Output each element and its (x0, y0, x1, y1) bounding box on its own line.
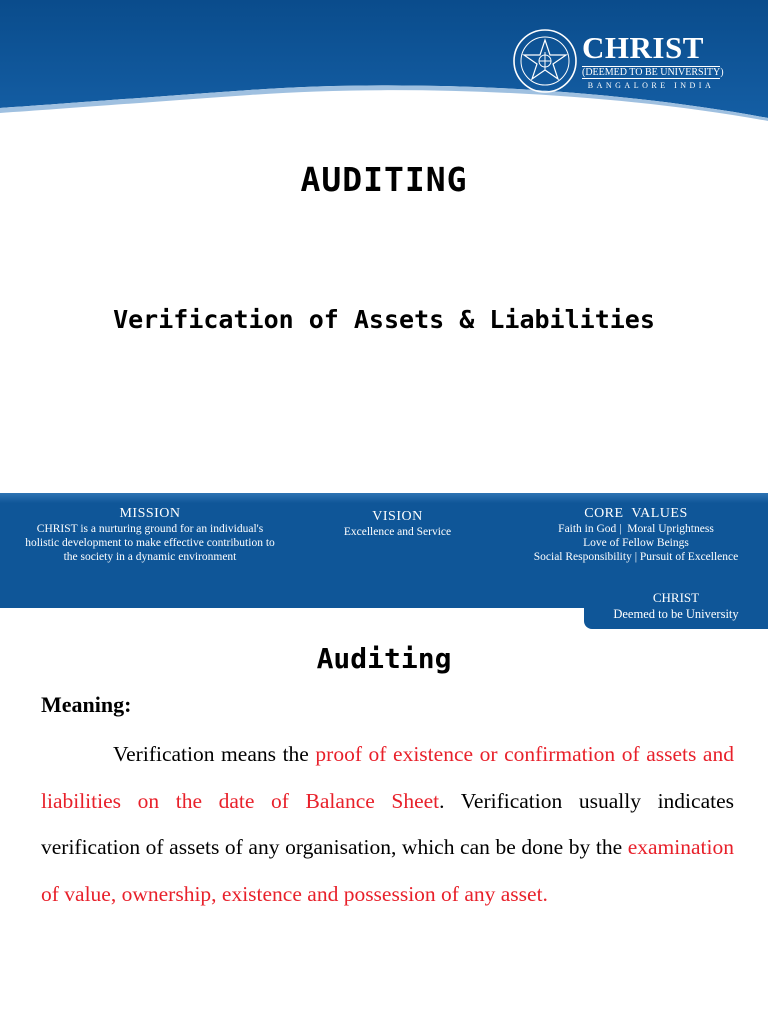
core-values-heading: CORE VALUES (584, 506, 688, 521)
vision-block (320, 508, 475, 539)
university-tag (584, 586, 768, 629)
para-highlight: proof of existence or confirmation of assets and liabilities on the date of Balance Sheet (41, 742, 734, 813)
tag-name: CHRIST (652, 590, 700, 605)
brand-name: CHRIST (582, 30, 704, 65)
university-seal-icon (512, 28, 578, 94)
meaning-label: Meaning: (41, 692, 132, 717)
core-values-line: Love of Fellow Beings (583, 537, 689, 549)
para-highlight: examination of value, ownership, existence and possession of any asset. (41, 835, 734, 906)
mission-line: the society in a dynamic environment (63, 551, 237, 563)
brand-city: BANGALORE INDIA (587, 81, 715, 90)
header-band (0, 0, 768, 125)
tag-subtitle: Deemed to be University (613, 607, 739, 621)
mission-line: holistic development to make effective contribution to (25, 537, 275, 549)
meaning-paragraph (41, 731, 734, 917)
para-text: Verification means the (113, 742, 316, 766)
section-heading: Auditing (316, 642, 452, 675)
vision-heading: VISION (372, 509, 423, 524)
core-values-line: Social Responsibility | Pursuit of Excellence (533, 551, 739, 563)
para-text: . Verification usually indicates verification of assets of any organisation, which can be done by the (41, 788, 734, 859)
slide-subtitle: Verification of Assets & Liabilities (113, 305, 655, 334)
vision-text: Excellence and Service (343, 526, 452, 538)
mission-block (0, 505, 300, 564)
core-values-line: Faith in God | Moral Uprightness (558, 523, 714, 535)
slide-title: AUDITING (300, 160, 468, 199)
university-logo[interactable] (512, 28, 752, 96)
core-values-block (508, 505, 764, 564)
mission-line: CHRIST is a nurturing ground for an individual's (36, 523, 264, 535)
mission-heading: MISSION (119, 506, 181, 521)
brand-subtitle: (DEEMED TO BE UNIVERSITY) (582, 67, 724, 78)
